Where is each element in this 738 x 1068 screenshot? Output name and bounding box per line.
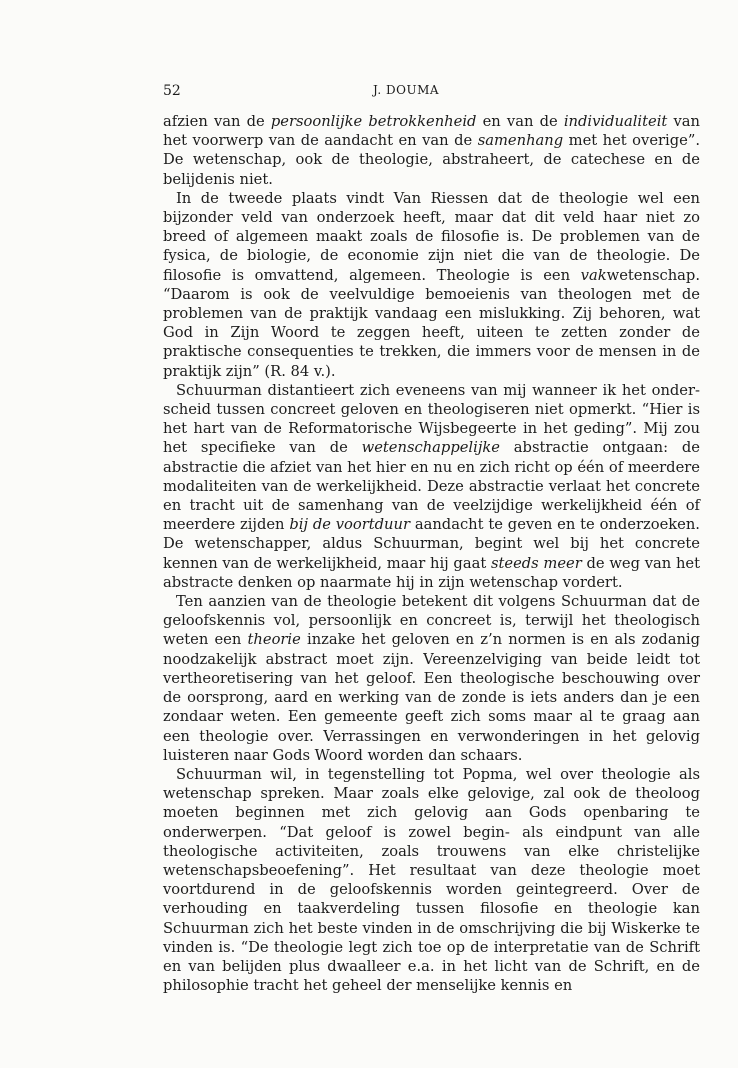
paragraph: [163, 112, 700, 189]
text-run: aandacht te geven en te onderzoeken. De wetenschapper, aldus Schuurman, begint wel bij het concrete kennen van de werkelijkheid, maar hij gaat: [163, 516, 700, 572]
page-number: 52: [163, 83, 181, 99]
text-run: Schuurman wil, in tegenstelling tot Popma, wel over theologie als wetenschap spreken. Maar zoals elke gelovige, zal ook de theoloog moeten beginnen met zich gelovig aan Gods openbaring te onderwerpen. “Dat geloof is zowel begin- als eindpunt van alle theologische activiteiten, zoals trouwens van elke christelijke wetenschapsbeoefening”. Het resultaat van deze theologie moet voortdurend in de geloofskennis worden geintegreerd. Over de verhouding en taakverdeling tussen filosofie en theologie kan Schuurman zich het beste vinden in de omschrijving die bij Wiskerke te vinden is. “De theologie legt zich toe op de interpretatie van de Schrift en van belijden plus dwaalleer e.a. in het licht van de Schrift, en de philosophie tracht het geheel der menselijke kennis en: [163, 765, 700, 995]
text-run: wetenschap. “Daarom is ook de veelvuldige bemoeienis van theologen met de problemen van de praktijk vandaag een mislukking. Zij behoren, wat God in Zijn Woord te zeggen heeft, uiteen te zetten zonder de praktische consequenties te trekken, die immers voor de mensen in de praktijk zijn” (R. 84 v.).: [163, 266, 700, 380]
paragraph: [163, 189, 700, 381]
italic-text: persoonlijke betrokkenheid: [270, 113, 477, 130]
text-run: In de tweede plaats vindt Van Riessen dat de theologie wel een bijzonder veld van onderzoek heeft, maar dat dit veld haar niet zo breed of algemeen maakt zoals de filosofie is. De problemen van de fysica, de biologie, de economie zijn niet die van de theologie. De filosofie is omvattend, algemeen. Theologie is een: [163, 189, 700, 284]
paragraph: [163, 381, 700, 592]
text-run: van het voorwerp van de aandacht en van de: [163, 113, 700, 150]
text-run: met het overige”. De wetenschap, ook de theologie, abstraheert, de catechese en de belijdenis niet.: [163, 132, 701, 188]
text-run: en van de: [476, 113, 564, 130]
text-run: abstractie ontgaan: de abstractie die afziet van het hier en nu en zich richt op één of meerdere modaliteiten van de werkelijkheid. Deze abstractie verlaat het concrete en tracht uit de samenhang van de veelzijdige werkelijkheid één of meerdere zijden: [163, 439, 700, 534]
italic-text: individualiteit: [563, 113, 668, 130]
paragraph: [163, 592, 700, 765]
text-run: Ten aanzien van de theologie betekent dit volgens Schuurman dat de geloofskennis vol, persoonlijk en concreet is, terwijl het theologisch weten een: [163, 593, 700, 649]
italic-text: samenhang: [477, 132, 564, 150]
italic-text: theorie: [247, 631, 301, 649]
italic-text: bij de voortduur: [289, 516, 410, 534]
text-run: Schuurman distantieert zich eveneens van mij wanneer ik het onderscheid tussen concreet geloven en theologiseren niet opmerkt. “Hier is het hart van de Reformatorische Wijsbegeerte in het geding”. Mij zou het specifieke van de: [163, 381, 700, 457]
page-header: [0, 83, 738, 103]
text-run: de weg van het abstracte denken op naarmate hij in zijn wetenschap vordert.: [163, 554, 700, 591]
text-run: afzien van de: [163, 113, 271, 130]
running-head: J. DOUMA: [373, 83, 440, 97]
paragraph: [163, 765, 700, 995]
text-run: inzake het geloven en z’n normen is en als zodanig noodzakelijk abstract moet zijn. Vereenzelviging van beide leidt tot vertheoretisering van het geloof. Een theologische beschouwing over de oorsprong, aard en werking van de zonde is iets anders dan je een zondaar weten. Een gemeente geeft zich soms maar al te graag aan een theologie over. Verrassingen en verwonderingen in het gelovig luisteren naar Gods Woord worden dan schaars.: [163, 631, 701, 764]
italic-text: steeds meer: [490, 554, 582, 572]
italic-text: vak: [580, 266, 607, 284]
body-text: [163, 112, 700, 995]
italic-text: wetenschappelijke: [361, 439, 500, 457]
